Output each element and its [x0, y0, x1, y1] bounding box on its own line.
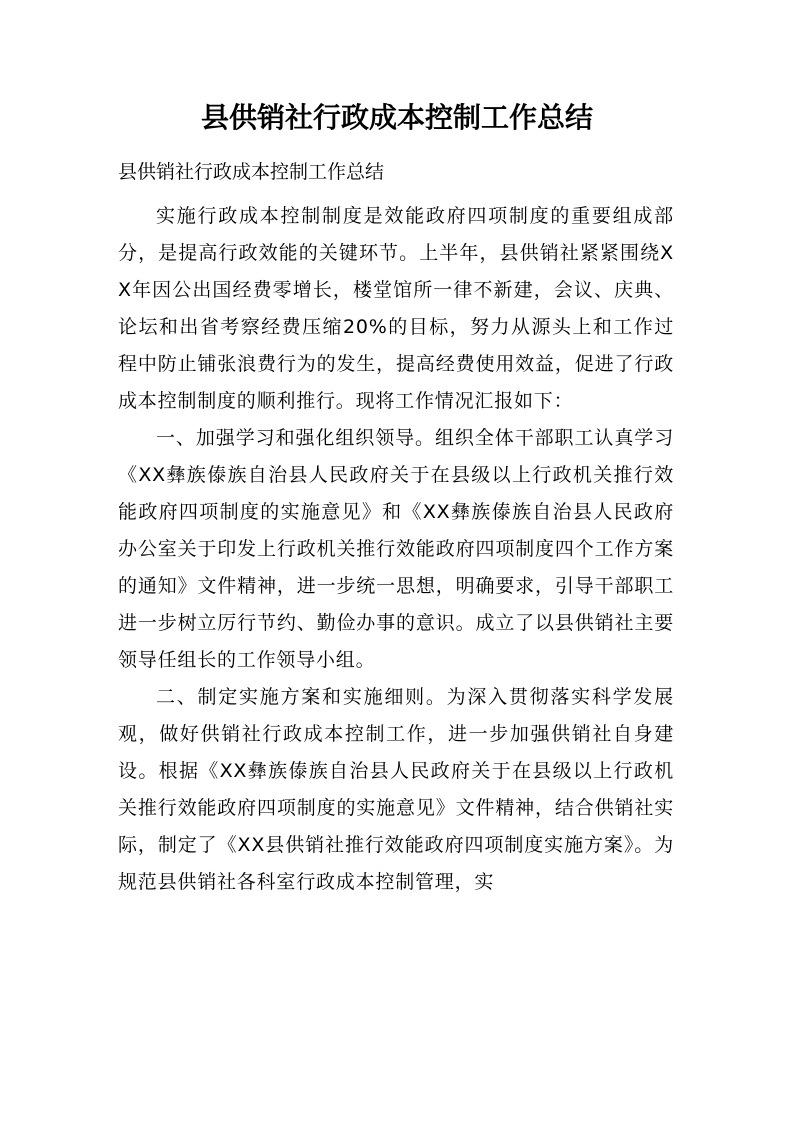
paragraph-section-1: 一、加强学习和强化组织领导。组织全体干部职工认真学习《XX彝族傣族自治县人民政府关于在县级以上行政机关推行效能政府四项制度的实施意见》和《XX彝族傣族自治县人民政府办公室关于印发上行政机关推行效能政府四项制度四个工作方案的通知》文件精神，进一步统一思想，明确要求，引导干部职工进一步树立厉行节约、勤俭办事的意识。成立了以县供销社主要领导任组长的工作领导小组。: [118, 427, 674, 671]
document-subtitle: 县供销社行政成本控制工作总结: [118, 161, 385, 183]
document-body: [118, 198, 674, 901]
paragraph-intro: 实施行政成本控制制度是效能政府四项制度的重要组成部分，是提高行政效能的关键环节。上半年，县供销社紧紧围绕XX年因公出国经费零增长，楼堂馆所一律不新建，会议、庆典、论坛和出省考察经费压缩20%的目标，努力从源头上和工作过程中防止铺张浪费行为的发生，提高经费使用效益，促进了行政成本控制制度的顺利推行。现将工作情况汇报如下：: [118, 205, 674, 412]
paragraph-section-2: 二、制定实施方案和实施细则。为深入贯彻落实科学发展观，做好供销社行政成本控制工作，进一步加强供销社自身建设。根据《XX彝族傣族自治县人民政府关于在县级以上行政机关推行效能政府四项制度的实施意见》文件精神，结合供销社实际，制定了《XX县供销社推行效能政府四项制度实施方案》。为规范县供销社各科室行政成本控制管理，实: [118, 686, 674, 893]
document-title: 县供销社行政成本控制工作总结: [200, 101, 593, 134]
